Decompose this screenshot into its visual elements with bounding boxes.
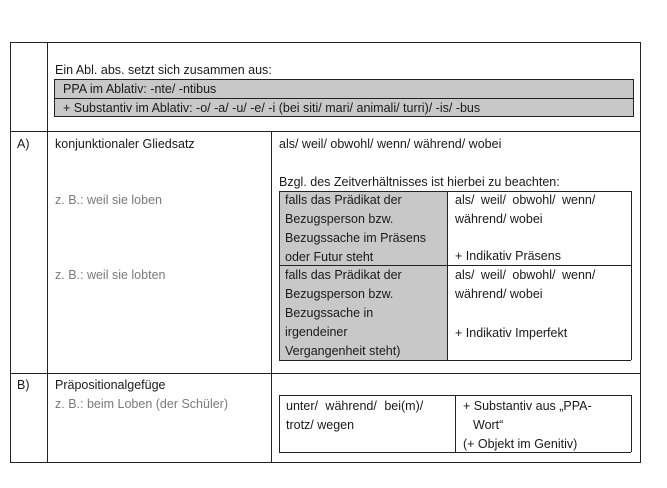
- prep-line: unter/ während/ bei(m)/: [286, 399, 424, 413]
- intro-line-substantiv: + Substantiv im Ablativ: -o/ -a/ -u/ -e/ -i (bei siti/ mari/ animali/ turri)/ -is/ -bus: [63, 101, 481, 115]
- inner-b-divider: [455, 395, 456, 452]
- result-line: (+ Objekt im Genitiv): [463, 437, 578, 451]
- row-divider-b: [10, 373, 641, 374]
- condition-present-line: falls das Prädikat der: [285, 193, 402, 207]
- row-divider-a: [10, 131, 641, 132]
- inner-b-right: [631, 395, 632, 452]
- conj-present-line: während/ wobei: [455, 212, 543, 226]
- condition-present-line: Bezugsperson bzw.: [285, 212, 394, 226]
- inner-a-left: [279, 191, 280, 360]
- conj-past: [455, 266, 595, 304]
- condition-present: [285, 191, 426, 267]
- section-b-title: Präpositionalgefüge: [55, 378, 166, 392]
- condition-past: [285, 266, 402, 361]
- table-top-border: [10, 42, 641, 43]
- intro-box-divider: [54, 98, 634, 99]
- column-divider-1: [47, 42, 48, 462]
- section-a-label: A): [17, 137, 30, 151]
- intro-line-ppa: PPA im Ablativ: -nte/ -ntibus: [63, 82, 217, 96]
- section-a-example-past: z. B.: weil sie lobten: [55, 268, 166, 282]
- conj-past-line: als/ weil/ obwohl/ wenn/: [455, 268, 596, 282]
- table-right-border: [640, 42, 641, 462]
- result-cell: [463, 397, 592, 454]
- section-b-example: z. B.: beim Loben (der Schüler): [55, 397, 228, 411]
- mood-past: + Indikativ Imperfekt: [455, 326, 568, 340]
- condition-past-line: Bezugsperson bzw.: [285, 287, 394, 301]
- table-bottom-border: [10, 462, 641, 463]
- mood-present: + Indikativ Präsens: [455, 249, 561, 263]
- inner-b-left: [279, 395, 280, 452]
- condition-past-line: Bezugssache in: [285, 306, 374, 320]
- section-a-conjunctions: als/ weil/ obwohl/ wenn/ während/ wobei: [279, 137, 502, 151]
- conj-past-line: während/ wobei: [455, 287, 543, 301]
- conj-present-line: als/ weil/ obwohl/ wenn/: [455, 193, 596, 207]
- section-b-label: B): [17, 378, 30, 392]
- condition-past-line: irgendeiner: [285, 325, 348, 339]
- column-divider-2: [271, 131, 272, 462]
- condition-past-line: falls das Prädikat der: [285, 268, 402, 282]
- intro-heading: Ein Abl. abs. setzt sich zusammen aus:: [55, 63, 272, 77]
- inner-a-right: [631, 191, 632, 360]
- condition-past-line: Vergangenheit steht): [285, 344, 401, 358]
- result-line: Wort“: [473, 418, 504, 432]
- inner-a-divider: [447, 191, 448, 360]
- prep-line: trotz/ wegen: [286, 418, 355, 432]
- condition-present-line: Bezugssache im Präsens: [285, 231, 427, 245]
- section-a-note: Bzgl. des Zeitverhältnisses ist hierbei zu beachten:: [279, 175, 560, 189]
- section-a-title: konjunktionaler Gliedsatz: [55, 137, 195, 151]
- section-a-example-present: z. B.: weil sie loben: [55, 193, 162, 207]
- table-left-border: [10, 42, 11, 462]
- result-line: + Substantiv aus „PPA-: [463, 399, 592, 413]
- prep-cell: [286, 397, 423, 435]
- condition-present-line: oder Futur steht: [285, 250, 374, 264]
- conj-present: [455, 191, 595, 229]
